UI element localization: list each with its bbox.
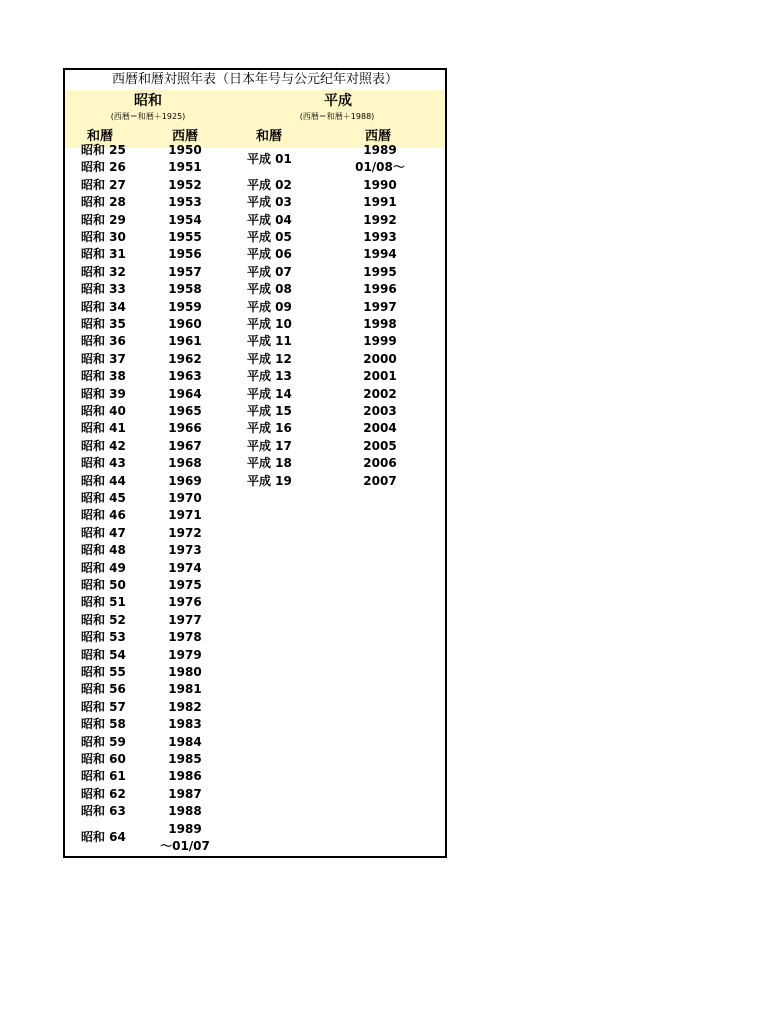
showa-wareki-cell: 昭和 50 [81,578,126,592]
heisei-year-cell: 1991 [363,195,397,210]
showa-year-cell: 1950 [168,143,202,157]
showa-year-cell: 1963 [168,369,202,384]
showa-year-cell: 1976 [168,595,202,610]
heisei-formula: (西暦＝和暦＋1988) [299,112,375,121]
showa-year-cell: 1984 [168,734,202,749]
showa-wareki-cell: 昭和 42 [81,438,126,453]
showa-wareki-cell: 昭和 36 [81,334,126,349]
showa-wareki-cell: 昭和 33 [81,282,126,297]
heisei-era-heading: 平成 [324,93,352,109]
showa-year-cell: 1962 [168,351,202,366]
showa-year-cell: 1970 [168,491,202,505]
showa-col-seireki: 西暦 [172,129,199,144]
showa-wareki-cell: 昭和 29 [81,212,126,227]
showa-wareki-cell: 昭和 56 [81,682,126,697]
showa-wareki-cell: 昭和 30 [81,230,126,244]
showa-year-cell: 1967 [168,438,202,453]
heisei-year-cell: 2006 [363,456,397,471]
showa-year-cell: 1987 [168,786,202,801]
showa-wareki-cell: 昭和 54 [81,647,126,662]
showa-wareki-cell: 昭和 38 [81,369,126,384]
heisei-year-cell: 2002 [363,386,397,401]
showa-year-cell: 1953 [168,195,202,210]
table-title: 西暦和暦対照年表（日本年号与公元纪年对照表） [65,70,445,90]
heisei-wareki-cell: 平成 03 [247,195,292,210]
showa-year-cell: 1952 [168,177,202,192]
showa-wareki-cell: 昭和 53 [81,630,126,645]
showa-year-cell: 1973 [168,543,202,558]
heisei-col-seireki: 西暦 [365,129,392,144]
heisei-wareki-cell: 平成 09 [247,299,292,314]
showa-year-cell: 1977 [168,612,202,627]
heisei-wareki-cell: 平成 05 [247,230,292,244]
heisei-year-cell: 1994 [363,247,397,262]
showa-year-cell: 1956 [168,247,202,262]
era-conversion-table [63,68,447,858]
showa-year-cell: 1964 [168,386,202,401]
showa-year-cell: 1986 [168,769,202,784]
showa-year-cell: 1966 [168,421,202,436]
heisei-year-cell: 1999 [363,334,397,349]
showa-year-cell: 1985 [168,752,202,766]
showa-year-cell: 1978 [168,630,202,645]
showa-wareki-cell: 昭和 52 [81,612,126,627]
showa-year-cell: 1955 [168,230,202,244]
heisei-year-cell: 1995 [363,264,397,279]
heisei-wareki-cell: 平成 10 [247,317,292,331]
heisei-year-cell: 1993 [363,230,397,244]
showa-wareki-cell: 昭和 39 [81,386,126,401]
showa-year-cell: 1960 [168,317,202,331]
heisei-year-cell: 2000 [363,351,397,366]
heisei-wareki-cell: 平成 11 [247,334,292,349]
showa-wareki-cell: 昭和 49 [81,560,126,575]
heisei-wareki-cell: 平成 08 [247,282,292,297]
showa-wareki-cell: 昭和 37 [81,351,126,366]
showa-era-heading: 昭和 [134,93,162,109]
showa-col-wareki: 和暦 [87,129,114,144]
heisei-year-cell: 1992 [363,212,397,227]
showa-year-cell: 1974 [168,560,202,575]
showa-year-cell: 1959 [168,299,202,314]
showa-year-cell: 1968 [168,456,202,471]
heisei-year-cell: 2001 [363,369,397,384]
showa-year-cell: 1972 [168,525,202,540]
heisei-wareki-cell: 平成 18 [247,456,292,471]
showa-wareki-cell: 昭和 60 [81,752,126,766]
showa-wareki-cell: 昭和 55 [81,665,126,679]
heisei-wareki-cell: 平成 13 [247,369,292,384]
showa-wareki-cell: 昭和 25 [81,143,126,157]
heisei-col-wareki: 和暦 [256,129,283,144]
showa-wareki-cell: 昭和 34 [81,299,126,314]
showa-year-cell: 1958 [168,282,202,297]
showa-year-cell: 1971 [168,508,202,523]
showa-year-cell: 1979 [168,647,202,662]
heisei-wareki-cell: 平成 12 [247,351,292,366]
showa-wareki-cell: 昭和 26 [81,160,126,175]
showa-year-cell: 1965 [168,404,202,418]
showa-wareki-cell: 昭和 62 [81,786,126,801]
heisei-year-cell: 1989 [363,143,397,157]
heisei-year-note: 01/08～ [355,160,405,175]
showa-wareki-cell: 昭和 35 [81,317,126,331]
showa-year-cell: 1951 [168,160,202,175]
showa-wareki-cell: 昭和 45 [81,491,126,505]
showa-wareki-cell: 昭和 41 [81,421,126,436]
heisei-year-cell: 2007 [363,473,397,488]
showa-wareki-cell: 昭和 58 [81,717,126,732]
showa-wareki-cell: 昭和 44 [81,473,126,488]
showa-year-cell: 1989 [168,821,202,836]
showa-wareki-cell: 昭和 46 [81,508,126,523]
heisei-wareki-cell: 平成 14 [247,386,292,401]
heisei-wareki-cell: 平成 06 [247,247,292,262]
showa-year-cell: 1981 [168,682,202,697]
heisei-wareki-cell: 平成 04 [247,212,292,227]
heisei-wareki-cell: 平成 02 [247,177,292,192]
showa-year-cell: 1980 [168,665,202,679]
showa-year-cell: 1975 [168,578,202,592]
showa-wareki-cell: 昭和 27 [81,177,126,192]
heisei-wareki-cell: 平成 15 [247,404,292,418]
showa-year-cell: 1961 [168,334,202,349]
showa-wareki-cell: 昭和 43 [81,456,126,471]
showa-year-cell: 1969 [168,473,202,488]
showa-wareki-cell: 昭和 40 [81,404,126,418]
showa-year-cell: 1982 [168,699,202,714]
showa-wareki-cell: 昭和 47 [81,525,126,540]
heisei-wareki-cell: 平成 19 [247,473,292,488]
showa-wareki-cell: 昭和 28 [81,195,126,210]
showa-year-cell: 1988 [168,804,202,819]
showa-wareki-cell: 昭和 63 [81,804,126,819]
heisei-year-cell: 1997 [363,299,397,314]
heisei-wareki-cell: 平成 16 [247,421,292,436]
heisei-year-cell: 1998 [363,317,397,331]
showa-wareki-cell: 昭和 51 [81,595,126,610]
showa-formula: (西暦＝和暦＋1925) [110,112,186,121]
showa-year-cell: 1983 [168,717,202,732]
showa-wareki-cell: 昭和 32 [81,264,126,279]
showa-wareki-cell: 昭和 59 [81,734,126,749]
heisei-year-cell: 1996 [363,282,397,297]
showa-year-cell: 1954 [168,212,202,227]
showa-wareki-cell: 昭和 31 [81,247,126,262]
showa-wareki-cell: 昭和 64 [81,830,126,845]
heisei-wareki-cell: 平成 17 [247,438,292,453]
heisei-year-cell: 2004 [363,421,397,436]
showa-wareki-cell: 昭和 61 [81,769,126,784]
showa-wareki-cell: 昭和 57 [81,699,126,714]
heisei-year-cell: 1990 [363,177,397,192]
showa-year-note: ～01/07 [160,839,210,853]
showa-wareki-cell: 昭和 48 [81,543,126,558]
heisei-year-cell: 2005 [363,438,397,453]
heisei-year-cell: 2003 [363,404,397,418]
heisei-wareki-cell: 平成 07 [247,264,292,279]
showa-year-cell: 1957 [168,264,202,279]
heisei-wareki-cell: 平成 01 [247,151,292,166]
